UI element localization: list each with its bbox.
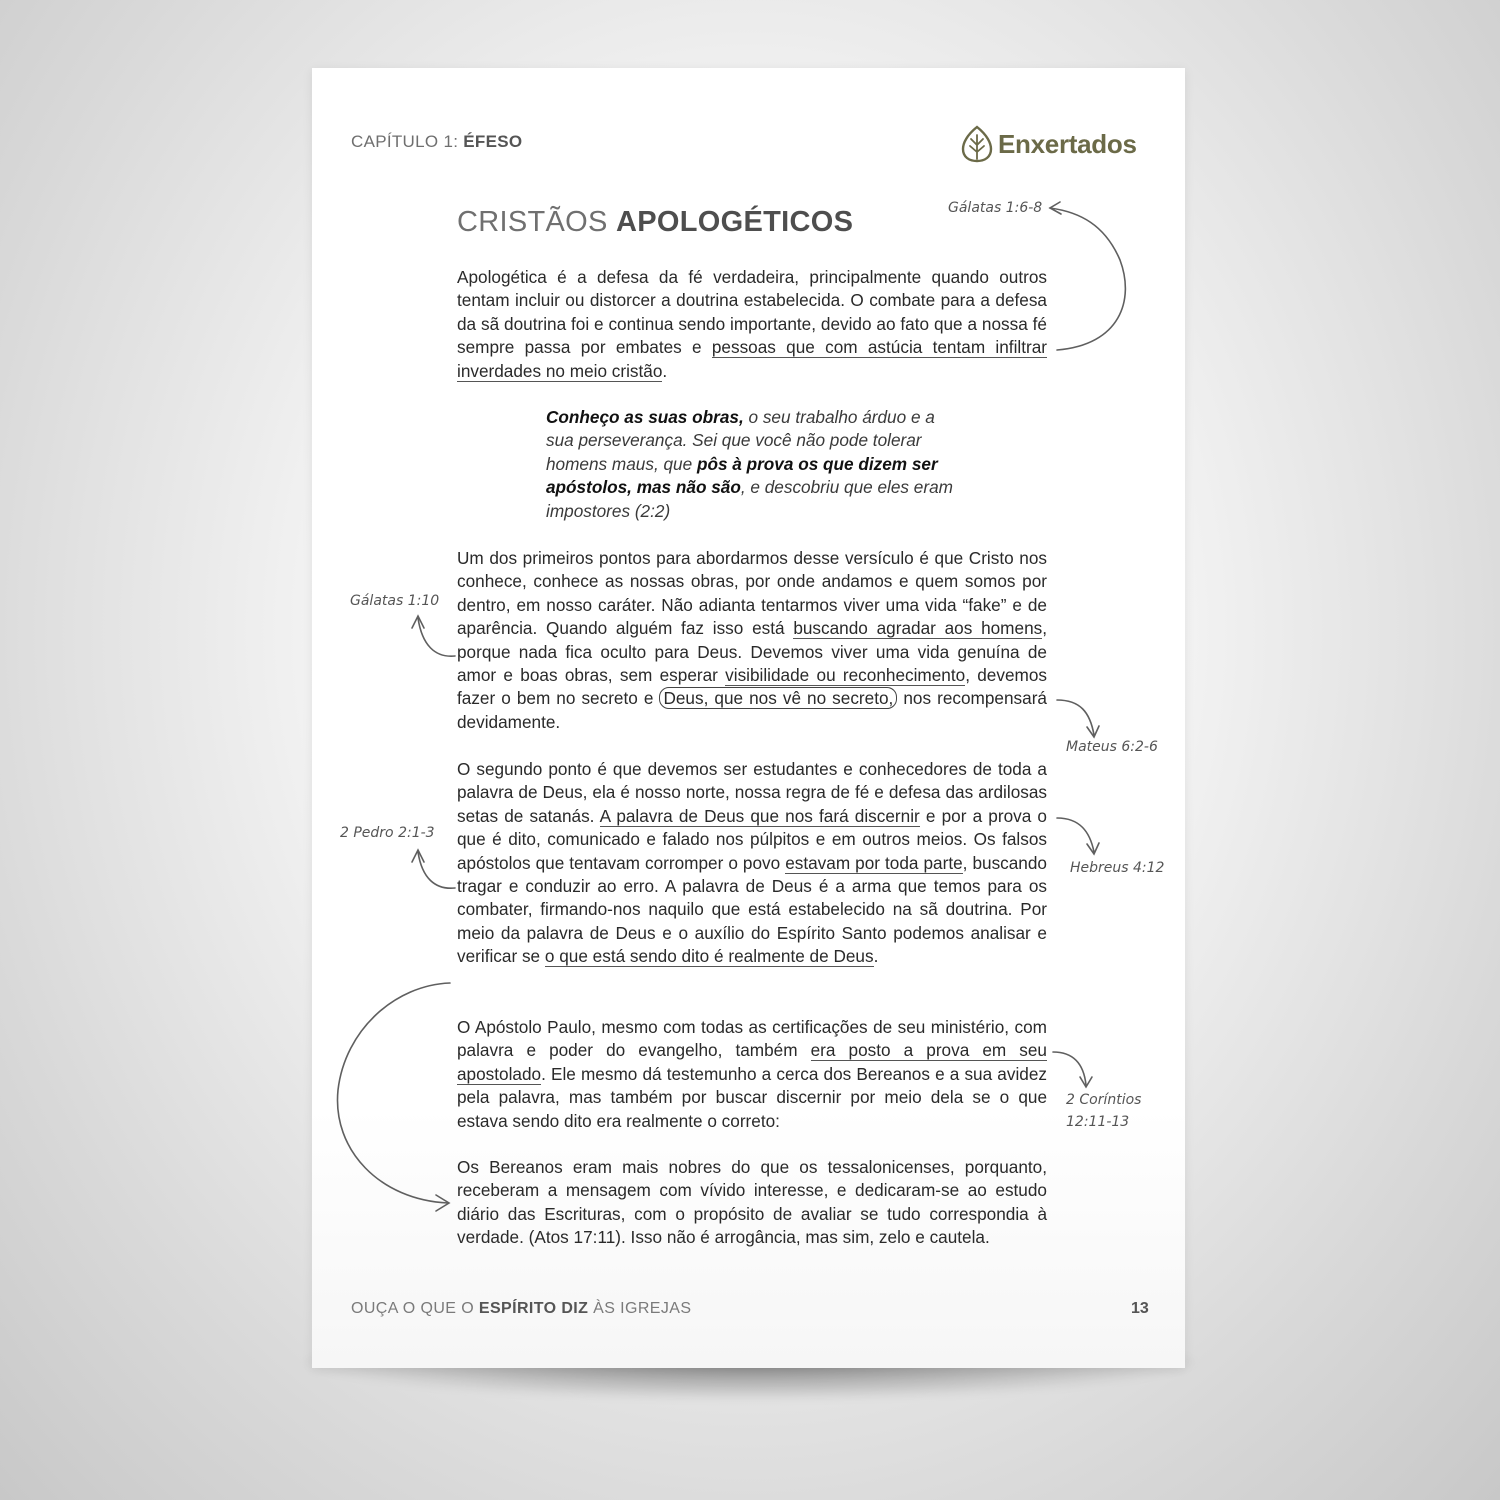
- bible-quote: Conheço as suas obras, o seu trabalho árduo e a sua perseverança. Sei que você não pode tolerar homens maus, que pôs à prova os que dizem ser apóstolos, mas não são, e descobriu que eles eram impostores (2:2): [546, 407, 953, 521]
- underlined-phrase: era posto a prova em seu apostolado: [457, 1040, 1047, 1084]
- paragraph-4: O Apóstolo Paulo, mesmo com todas as certificações de seu ministério, com palavra e poder do evangelho, também era posto a prova em seu apostolado. Ele mesmo dá testemunho a cerca dos Bereanos e a sua avidez pela palavra, mas também por buscar discernir por meio dela se o que estava sendo dito era realmente o correto:: [457, 1017, 1047, 1131]
- section-title: CRISTÃOS APOLOGÉTICOS: [457, 206, 854, 238]
- note-corintios-ref: 12:11-13: [1066, 1114, 1130, 1130]
- underlined-phrase: pessoas que com astúcia tentam infiltrar inverdades no meio cristão: [457, 337, 1047, 381]
- page-footer: OUÇA O QUE O ESPÍRITO DIZ ÀS IGREJAS: [351, 1300, 692, 1317]
- paragraph-3: O segundo ponto é que devemos ser estudantes e conhecedores de toda a palavra de Deus, ela é nosso norte, nossa regra de fé e defesa das ardilosas setas de satanás. A palavra de Deus que nos fará discernir e por a prova o que é dito, comunicado e falado nos púlpitos e em outros meios. Os falsos apóstolos que tentavam corromper o povo estavam por toda parte, buscando tragar e conduzir ao erro. A palavra de Deus é a arma que temos para os combater, firmando-nos naquilo que está estabelecido na sã doutrina. Por meio da palavra de Deus e o auxílio do Espírito Santo podemos analisar e verificar se o que está sendo dito é realmente de Deus.: [457, 759, 1047, 967]
- underlined-phrase: estavam por toda parte: [785, 852, 963, 873]
- underlined-phrase: buscando agradar aos homens: [793, 618, 1043, 639]
- note-mateus: Mateus 6:2-6: [1066, 739, 1158, 755]
- note-pedro: 2 Pedro 2:1-3: [340, 825, 435, 841]
- leaf-icon: [960, 125, 994, 163]
- paragraph-1: Apologética é a defesa da fé verdadeira, principalmente quando outros tentam incluir ou distorcer a doutrina estabelecida. O combate para a defesa da sã doutrina foi e continua sendo importante, devido ao fato que a nossa fé sempre passa por embates e pessoas que com astúcia tentam infiltrar inverdades no meio cristão.: [457, 267, 1047, 381]
- note-galatas-1-6: Gálatas 1:6-8: [948, 200, 1043, 216]
- paragraph-5: Os Bereanos eram mais nobres do que os tessalonicenses, porquanto, receberam a mensagem com vívido interesse, e dedicaram-se ao estudo diário das Escrituras, com o propósito de avaliar se tudo correspondia à verdade. (Atos 17:11). Isso não é arrogância, mas sim, zelo e cautela.: [457, 1157, 1047, 1248]
- note-galatas-1-10: Gálatas 1:10: [350, 593, 440, 609]
- underlined-phrase: visibilidade ou reconhecimento: [725, 665, 966, 686]
- brand-name: Enxertados: [998, 128, 1137, 159]
- brand-logo: [960, 124, 1137, 164]
- note-corintios: 2 Coríntios: [1066, 1092, 1142, 1108]
- note-hebreus: Hebreus 4:12: [1070, 860, 1165, 876]
- page-number: 13: [1131, 1300, 1149, 1317]
- underlined-phrase: A palavra de Deus que nos fará discernir: [599, 805, 920, 826]
- chapter-header: CAPÍTULO 1: ÉFESO: [351, 132, 523, 151]
- underlined-phrase: o que está sendo dito é realmente de Deus: [544, 946, 874, 967]
- paragraph-2: Um dos primeiros pontos para abordarmos desse versículo é que Cristo nos conhece, conhece as nossas obras, por onde andamos e quem somos por dentro, em nosso caráter. Não adianta tentarmos viver uma vida “fake” e de aparência. Quando alguém faz isso está buscando agradar aos homens, porque nada fica oculto para Deus. Devemos viver uma vida genuína de amor e boas obras, sem esperar visibilidade ou reconhecimento, devemos fazer o bem no secreto e Deus, que nos vê no secreto, nos recompensará devidamente.: [457, 548, 1047, 732]
- circled-phrase: Deus, que nos vê no secreto,: [659, 687, 897, 709]
